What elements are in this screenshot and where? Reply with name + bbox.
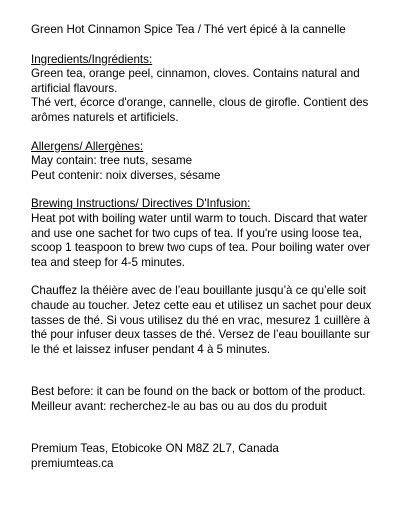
brewing-english-line: scoop 1 teaspoon to brew two cups of tea. Pour boiling water over bbox=[31, 241, 370, 255]
spacer bbox=[31, 270, 401, 284]
spacer bbox=[31, 183, 401, 197]
company-address: Premium Teas, Etobicoke ON M8Z 2L7, Canada bbox=[31, 442, 279, 456]
company-website: premiumteas.ca bbox=[31, 457, 114, 471]
company-section bbox=[31, 442, 401, 471]
brewing-english-line: and use one sachet for two cups of tea. If you're using loose tea, bbox=[31, 226, 362, 240]
allergens-section bbox=[31, 140, 401, 184]
allergens-line: Peut contenir: noix diverses, sésame bbox=[31, 168, 221, 182]
best-before-french: Meilleur avant: recherchez-le au bas ou au dos du produit bbox=[31, 399, 327, 413]
ingredients-line: Green tea, orange peel, cinnamon, cloves. Contains natural and bbox=[31, 67, 360, 81]
ingredients-line: Thé vert, écorce d'orange, cannelle, clous de girofle. Contient des bbox=[31, 96, 369, 110]
label-document bbox=[31, 23, 401, 472]
best-before-section bbox=[31, 385, 401, 414]
allergens-heading: Allergens/ Allergènes: bbox=[31, 139, 144, 153]
product-title: Green Hot Cinnamon Spice Tea / Thé vert épicé à la cannelle bbox=[31, 23, 346, 36]
brewing-french-line: chaude au toucher. Jetez cette eau et utilisez un sachet pour deux bbox=[31, 298, 372, 312]
brewing-section bbox=[31, 197, 401, 357]
spacer bbox=[31, 38, 401, 53]
ingredients-line: arômes naturels et artificiels. bbox=[31, 110, 179, 124]
best-before-english: Best before: it can be found on the back or bottom of the product. bbox=[31, 385, 366, 399]
allergens-line: May contain: tree nuts, sesame bbox=[31, 154, 193, 168]
brewing-french-line: thé pour infuser deux tasses de thé. Versez de l’eau bouillante sur bbox=[31, 328, 371, 342]
brewing-french-line: tasses de thé. Si vous utilisez du thé en vrac, mesurez 1 cuillère à bbox=[31, 313, 370, 327]
brewing-french-line: Chauffez la théière avec de l’eau bouillante jusqu’à ce qu’elle soit bbox=[31, 284, 366, 298]
spacer bbox=[31, 357, 401, 385]
brewing-heading: Brewing Instructions/ Directives D'Infusion: bbox=[31, 197, 251, 211]
ingredients-line: artificial flavours. bbox=[31, 81, 118, 95]
ingredients-section bbox=[31, 53, 401, 126]
spacer bbox=[31, 414, 401, 442]
brewing-english-line: Heat pot with boiling water until warm to touch. Discard that water bbox=[31, 211, 368, 225]
brewing-french-line: le thé et laissez infuser pendant 4 à 5 minutes. bbox=[31, 342, 271, 356]
spacer bbox=[31, 126, 401, 140]
brewing-english-line: tea and steep for 4-5 minutes. bbox=[31, 255, 186, 269]
ingredients-heading: Ingredients/Ingrédients: bbox=[31, 52, 153, 66]
